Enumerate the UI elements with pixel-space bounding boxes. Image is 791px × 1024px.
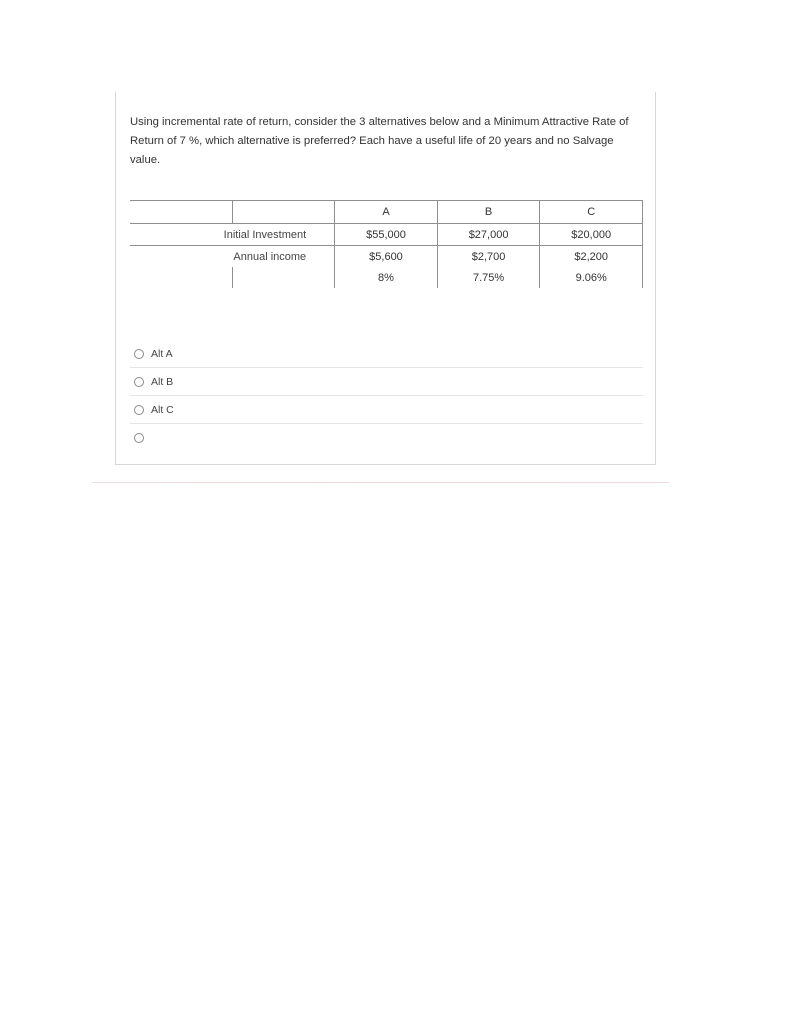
radio-button[interactable] bbox=[134, 405, 144, 415]
option-label: Alt C bbox=[151, 403, 174, 416]
radio-button[interactable] bbox=[134, 433, 144, 443]
row-label-initial-investment: Initial Investment bbox=[130, 224, 335, 246]
radio-button[interactable] bbox=[134, 377, 144, 387]
row-label-annual-income: Annual income bbox=[233, 250, 307, 263]
table-cell: $27,000 bbox=[437, 224, 540, 246]
radio-button[interactable] bbox=[134, 349, 144, 359]
table-cell: 9.06% bbox=[540, 267, 643, 288]
answer-options bbox=[130, 340, 643, 451]
page-divider bbox=[92, 482, 669, 483]
question-text: Using incremental rate of return, consider the 3 alternatives below and a Minimum Attractive Rate of Return of 7 %, which alternative is preferred? Each have a useful life of 20 years and no Salvage value. bbox=[130, 116, 629, 166]
row-label-blank bbox=[130, 267, 232, 288]
option-label: Alt A bbox=[151, 347, 173, 360]
table-header-c: C bbox=[540, 201, 643, 224]
table-cell: $2,700 bbox=[437, 246, 540, 268]
option-alt-a[interactable] bbox=[130, 340, 643, 368]
option-alt-c[interactable] bbox=[130, 396, 643, 424]
table-header-a: A bbox=[335, 201, 438, 224]
table-header-row bbox=[130, 201, 643, 224]
option-label: Alt B bbox=[151, 375, 174, 388]
alternatives-table bbox=[130, 200, 643, 288]
table-row bbox=[130, 246, 643, 268]
table-row bbox=[130, 267, 643, 288]
table-cell: 7.75% bbox=[437, 267, 540, 288]
table-cell: $55,000 bbox=[335, 224, 438, 246]
option-blank[interactable] bbox=[130, 424, 643, 451]
table-header-blank bbox=[130, 201, 232, 224]
table-cell: $5,600 bbox=[335, 246, 438, 268]
question-card bbox=[115, 92, 656, 465]
table-cell: $2,200 bbox=[540, 246, 643, 268]
table-cell: 8% bbox=[335, 267, 438, 288]
table-cell-blank bbox=[232, 267, 335, 288]
option-alt-b[interactable] bbox=[130, 368, 643, 396]
table-header-blank bbox=[232, 201, 335, 224]
table-cell: $20,000 bbox=[540, 224, 643, 246]
table-header-b: B bbox=[437, 201, 540, 224]
table-row bbox=[130, 224, 643, 246]
